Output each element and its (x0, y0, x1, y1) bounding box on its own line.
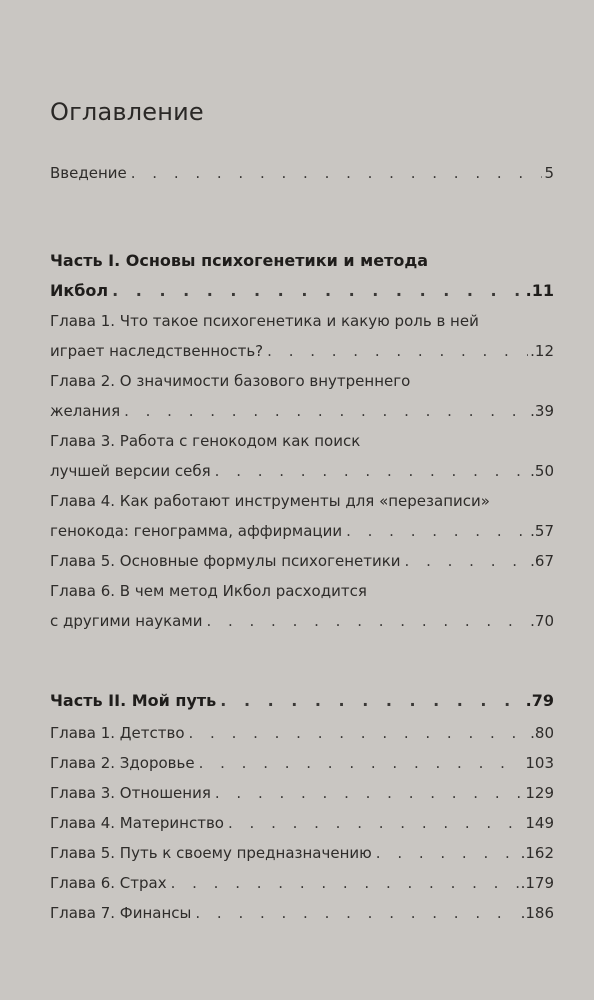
toc-chapter-title-cont: с другими науками (50, 612, 203, 630)
toc-chapter-title: Глава 1. Детство (50, 724, 185, 742)
toc-page-number: .80 (530, 724, 554, 742)
dot-leader (220, 686, 523, 716)
toc-chapter-title-cont: играет наследственность? (50, 342, 264, 360)
toc-chapter-title: Глава 2. Здоровье (50, 754, 195, 772)
toc-chapter-2-1 (50, 718, 554, 748)
toc-entry-intro (50, 158, 554, 188)
dot-leader (376, 838, 519, 868)
toc-chapter-title-cont: желания (50, 402, 121, 420)
dot-leader (215, 456, 528, 486)
dot-leader (267, 336, 528, 366)
toc-page-number: .57 (530, 522, 554, 540)
toc-page-number: 5 (544, 164, 554, 182)
toc-page-number: 149 (525, 814, 554, 832)
toc-chapter-title: Глава 5. Путь к своему предназначению (50, 844, 372, 862)
toc-chapter-2-3 (50, 778, 554, 808)
dot-leader (131, 158, 543, 188)
toc-chapter-title: Глава 4. Как работают инструменты для «перезаписи» (50, 492, 490, 510)
toc-chapter-title: Глава 3. Отношения (50, 784, 211, 802)
toc-chapter-title: Глава 1. Что такое психогенетика и какую роль в ней (50, 312, 479, 330)
dot-leader (405, 546, 529, 576)
toc-chapter-title-cont: лучшей версии себя (50, 462, 211, 480)
toc-chapter-1-2 (50, 366, 554, 426)
toc-page-number: 129 (525, 784, 554, 802)
toc-chapter-title: Глава 6. Страх (50, 874, 167, 892)
toc-part-title-cont: Икбол (50, 281, 109, 300)
toc-page-number: .70 (530, 612, 554, 630)
toc-chapter-2-4 (50, 808, 554, 838)
toc-page-number: .162 (520, 844, 554, 862)
toc-chapter-title-cont: генокода: генограмма, аффирмации (50, 522, 343, 540)
dot-leader (112, 276, 524, 306)
toc-chapter-2-7 (50, 898, 554, 928)
toc-title: Оглавление (50, 98, 204, 126)
dot-leader (199, 748, 524, 778)
toc-page-number: .50 (530, 462, 554, 480)
toc-chapter-1-5 (50, 546, 554, 576)
toc-part-1 (50, 246, 554, 306)
toc-part-title: Часть I. Основы психогенетики и метода (50, 251, 429, 270)
toc-chapter-2-6 (50, 868, 554, 898)
toc-chapter-title: Глава 6. В чем метод Икбол расходится (50, 582, 367, 600)
toc-page-number: .11 (525, 281, 554, 300)
toc-page-number: 103 (525, 754, 554, 772)
toc-chapter-1-4 (50, 486, 554, 546)
dot-leader (195, 898, 518, 928)
toc-page-number: .179 (520, 874, 554, 892)
toc-page-number: .79 (525, 691, 554, 710)
toc-page-number: .186 (520, 904, 554, 922)
toc-chapter-2-5 (50, 838, 554, 868)
toc-chapter-title: Глава 3. Работа с генокодом как поиск (50, 432, 361, 450)
toc-part-title: Часть II. Мой путь (50, 691, 217, 710)
toc-chapter-1-1 (50, 306, 554, 366)
toc-chapter-2-2 (50, 748, 554, 778)
toc-entry-text: Введение (50, 164, 127, 182)
dot-leader (206, 606, 528, 636)
toc-chapter-1-6 (50, 576, 554, 636)
toc-chapter-title: Глава 7. Финансы (50, 904, 192, 922)
dot-leader (228, 808, 523, 838)
toc-chapter-1-3 (50, 426, 554, 486)
dot-leader (346, 516, 528, 546)
dot-leader (171, 868, 519, 898)
dot-leader (124, 396, 528, 426)
toc-chapter-title: Глава 2. О значимости базового внутреннего (50, 372, 411, 390)
dot-leader (215, 778, 523, 808)
toc-page-number: .67 (530, 552, 554, 570)
toc-page-number: .12 (530, 342, 554, 360)
dot-leader (189, 718, 529, 748)
toc-chapter-title: Глава 5. Основные формулы психогенетики (50, 552, 401, 570)
toc-chapter-title: Глава 4. Материнство (50, 814, 224, 832)
toc-part-2 (50, 686, 554, 716)
toc-page-number: .39 (530, 402, 554, 420)
